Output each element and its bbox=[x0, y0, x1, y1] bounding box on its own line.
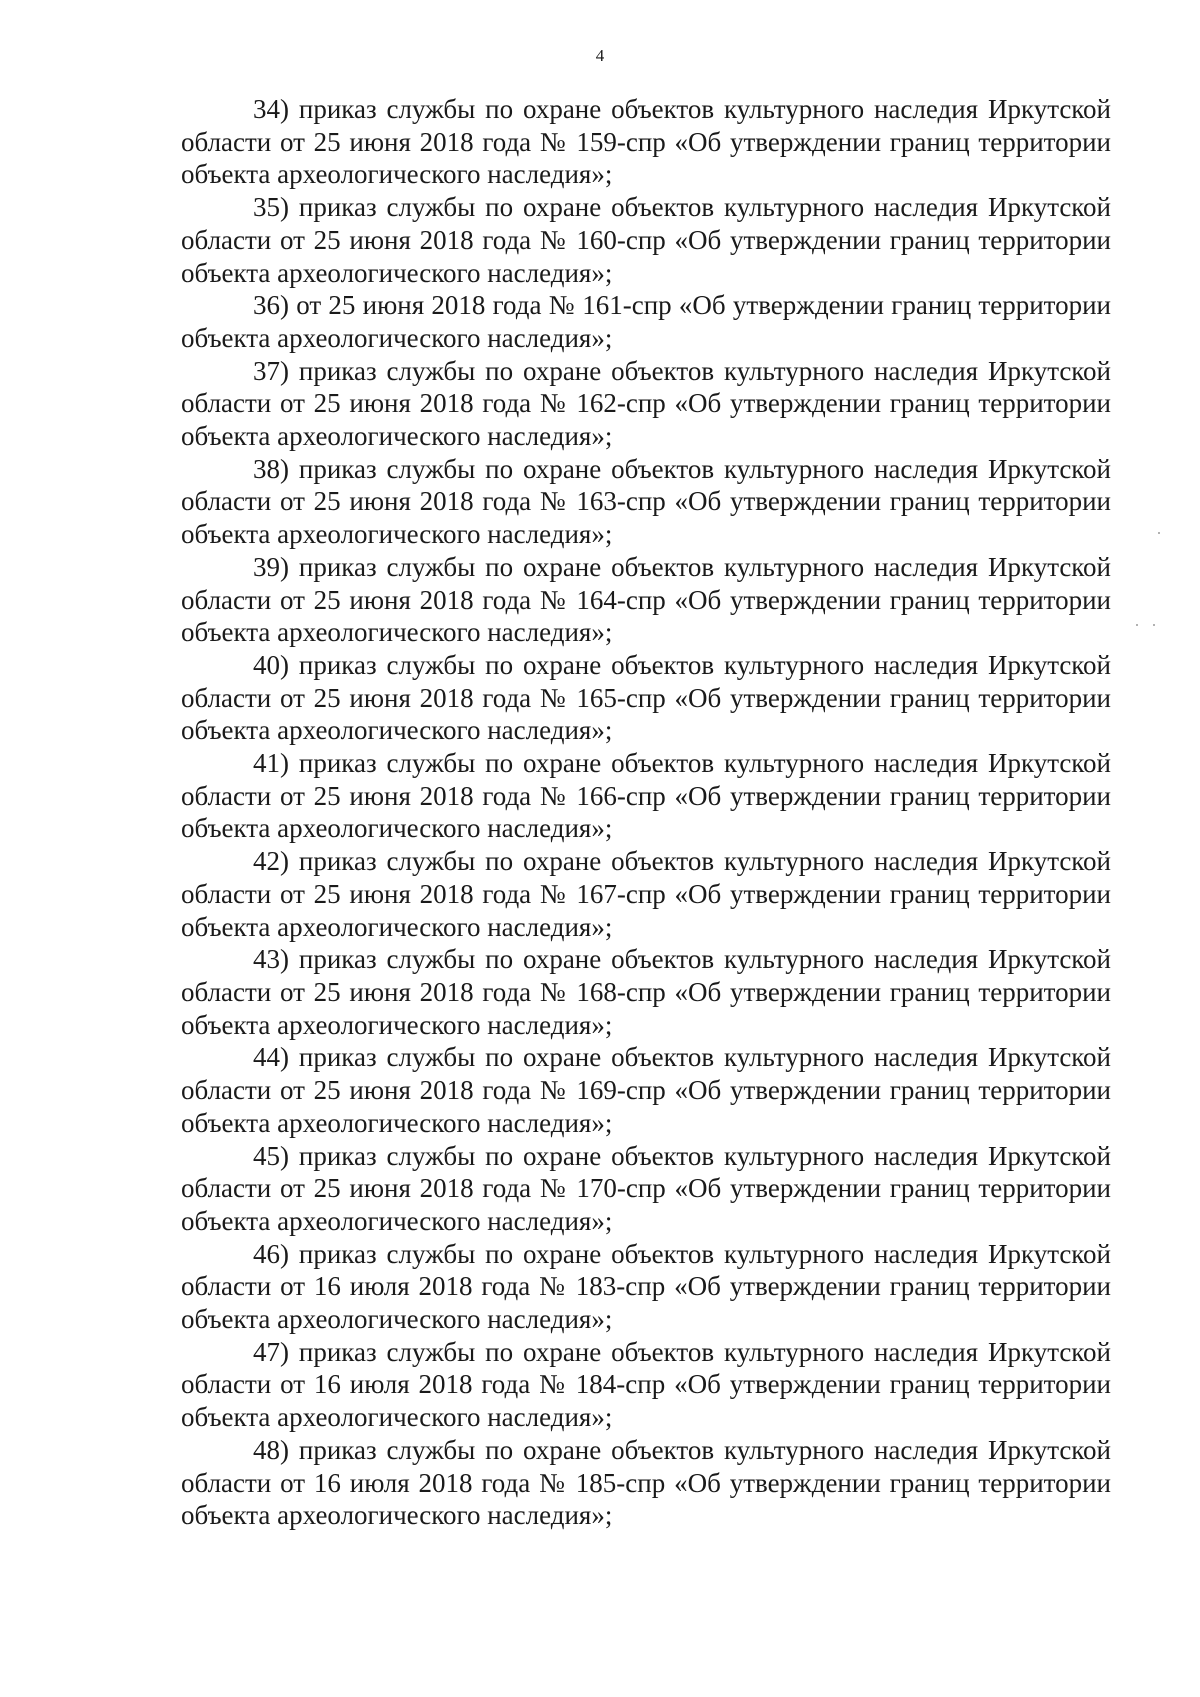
scan-speck bbox=[1153, 624, 1155, 626]
list-item: 47) приказ службы по охране объектов культурного наследия Иркутской области от 16 июля 2018 года № 184-спр «Об утверждении границ территории объекта археологического наследия»; bbox=[181, 1336, 1111, 1433]
scan-speck bbox=[1136, 624, 1138, 626]
list-item: 43) приказ службы по охране объектов культурного наследия Иркутской области от 25 июня 2018 года № 168-спр «Об утверждении границ территории объекта археологического наследия»; bbox=[181, 944, 1111, 1040]
page-number: 4 bbox=[595, 46, 605, 65]
list-item: 45) приказ службы по охране объектов культурного наследия Иркутской области от 25 июня 2018 года № 170-спр «Об утверждении границ территории объекта археологического наследия»; bbox=[181, 1140, 1111, 1236]
list-item: 36) от 25 июня 2018 года № 161-спр «Об утверждении границ территории объекта археологического наследия»; bbox=[181, 290, 1111, 353]
list-item: 40) приказ службы по охране объектов культурного наследия Иркутской области от 25 июня 2018 года № 165-спр «Об утверждении границ территории объекта археологического наследия»; bbox=[181, 649, 1111, 746]
list-item: 38) приказ службы по охране объектов культурного наследия Иркутской области от 25 июня 2018 года № 163-спр «Об утверждении границ территории объекта археологического наследия»; bbox=[181, 453, 1111, 550]
list-item: 44) приказ службы по охране объектов культурного наследия Иркутской области от 25 июня 2018 года № 169-спр «Об утверждении границ территории объекта археологического наследия»; bbox=[181, 1042, 1111, 1138]
list-item: 42) приказ службы по охране объектов культурного наследия Иркутской области от 25 июня 2018 года № 167-спр «Об утверждении границ территории объекта археологического наследия»; bbox=[181, 846, 1111, 942]
list-item: 34) приказ службы по охране объектов культурного наследия Иркутской области от 25 июня 2018 года № 159-спр «Об утверждении границ территории объекта археологического наследия»; bbox=[181, 94, 1111, 190]
scan-speck bbox=[1158, 532, 1160, 534]
list-item: 41) приказ службы по охране объектов культурного наследия Иркутской области от 25 июня 2018 года № 166-спр «Об утверждении границ территории объекта археологического наследия»; bbox=[181, 748, 1111, 844]
list-item: 48) приказ службы по охране объектов культурного наследия Иркутской области от 16 июля 2018 года № 185-спр «Об утверждении границ территории объекта археологического наследия»; bbox=[181, 1434, 1111, 1531]
list-item: 46) приказ службы по охране объектов культурного наследия Иркутской области от 16 июля 2018 года № 183-спр «Об утверждении границ территории объекта археологического наследия»; bbox=[181, 1238, 1111, 1335]
list-item: 39) приказ службы по охране объектов культурного наследия Иркутской области от 25 июня 2018 года № 164-спр «Об утверждении границ территории объекта археологического наследия»; bbox=[181, 551, 1111, 648]
list-item: 37) приказ службы по охране объектов культурного наследия Иркутской области от 25 июня 2018 года № 162-спр «Об утверждении границ территории объекта археологического наследия»; bbox=[181, 355, 1111, 452]
order-list bbox=[181, 93, 1111, 1532]
list-item: 35) приказ службы по охране объектов культурного наследия Иркутской области от 25 июня 2018 года № 160-спр «Об утверждении границ территории объекта археологического наследия»; bbox=[181, 192, 1111, 288]
